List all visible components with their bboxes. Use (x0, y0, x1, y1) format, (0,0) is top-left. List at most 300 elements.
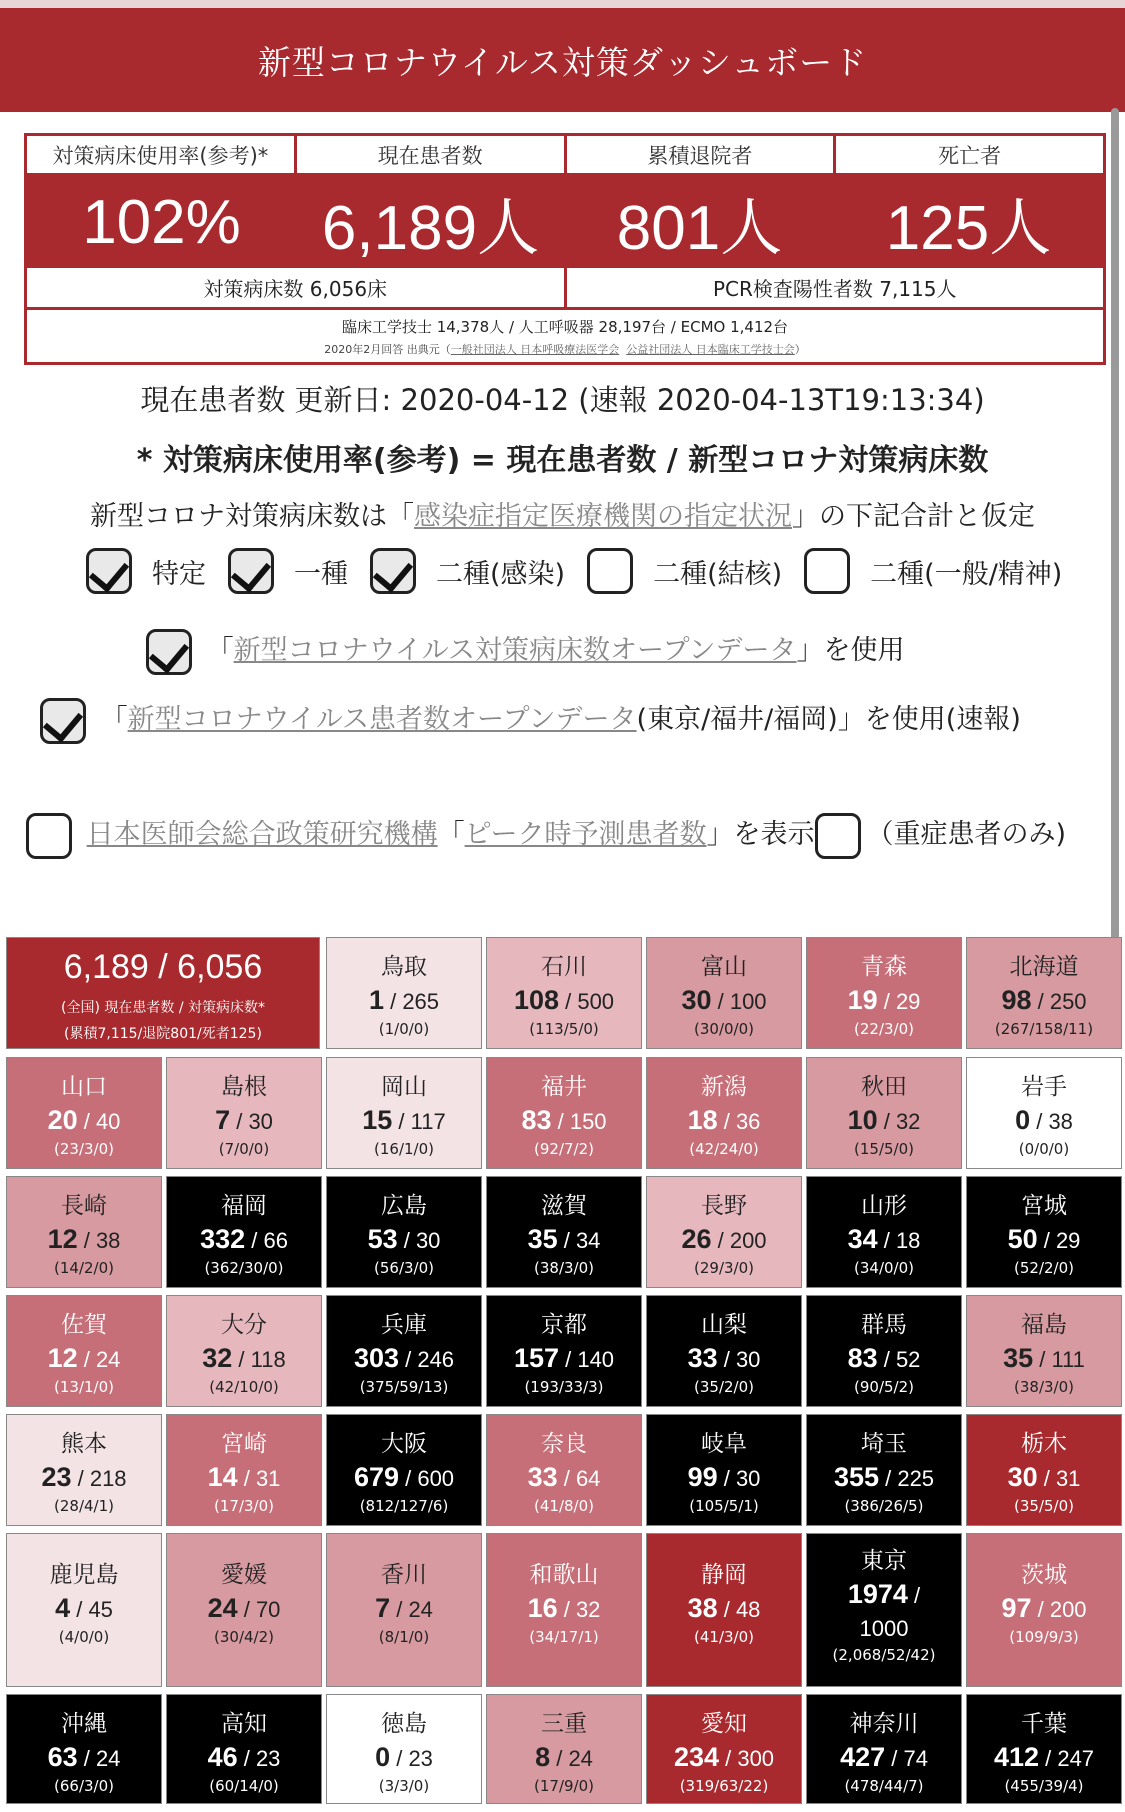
prefecture-cell[interactable] (326, 1694, 482, 1804)
prefecture-patients-beds (327, 1105, 481, 1136)
prefecture-detail: (42/10/0) (209, 1378, 279, 1396)
option-bed-opendata (146, 628, 905, 675)
peak-forecast-link[interactable]: ピーク時予測患者数 (464, 819, 707, 850)
current-patients: 83 (847, 1343, 878, 1373)
bed-count: / 23 (237, 1746, 281, 1771)
prefecture-patients-beds (487, 1742, 641, 1773)
current-patients: 32 (202, 1343, 233, 1373)
prefecture-detail: (812/127/6) (359, 1497, 449, 1515)
equipment-note: 臨床工学技士 14,378人 / 人工呼吸器 28,197台 / ECMO 1,412台 (341, 318, 789, 336)
bed-count: / 18 (877, 1228, 921, 1253)
prefecture-patients-beds (967, 985, 1121, 1016)
prefecture-detail: (16/1/0) (374, 1140, 434, 1158)
prefecture-name: 愛知 (701, 1711, 747, 1737)
prefecture-cell[interactable] (966, 1414, 1122, 1526)
bed-count: / 64 (557, 1466, 601, 1491)
current-patients: 234 (673, 1742, 719, 1772)
prefecture-name: 宮城 (1021, 1193, 1067, 1219)
national-caption: (全国) 現在患者数 / 対策病床数* (61, 1000, 265, 1016)
bed-count: / 31 (237, 1466, 281, 1491)
option-prefix: 「 (100, 704, 128, 735)
pcr-positive: PCR検査陽性者数 7,115人 (712, 277, 957, 301)
jmari-link[interactable]: 日本医師会総合政策研究機構 (86, 819, 438, 850)
prefecture-cell[interactable] (486, 1295, 642, 1407)
bed-count: / 29 (1037, 1228, 1081, 1253)
current-patients: 10 (847, 1105, 878, 1135)
prefecture-detail: (478/44/7) (844, 1777, 924, 1795)
current-patients: 7 (215, 1105, 231, 1135)
current-patients: 46 (207, 1742, 238, 1772)
bed-count: / 500 (559, 989, 615, 1014)
prefecture-patients-beds (487, 985, 641, 1016)
prefecture-cell[interactable] (6, 1176, 162, 1288)
checkbox-bed-opendata[interactable] (146, 629, 192, 675)
checkbox-label: 二種(結核) (653, 558, 783, 590)
prefecture-name: 石川 (541, 954, 587, 980)
prefecture-cell[interactable] (6, 1295, 162, 1407)
checkbox-patient-opendata[interactable] (40, 698, 86, 744)
prefecture-cell[interactable] (166, 1414, 322, 1526)
prefecture-detail: (193/33/3) (524, 1378, 604, 1396)
prefecture-name: 宮崎 (221, 1431, 267, 1457)
prefecture-patients-beds (487, 1462, 641, 1493)
bed-count: / 30 (230, 1109, 273, 1134)
prefecture-name: 岩手 (1021, 1074, 1067, 1100)
prefecture-detail: (362/30/0) (204, 1259, 284, 1277)
prefecture-name: 沖縄 (61, 1711, 107, 1737)
prefecture-cell[interactable] (806, 1533, 962, 1687)
prefecture-patients-beds (7, 1593, 161, 1624)
national-totals: 6,189 / 6,056 (63, 948, 263, 986)
prefecture-patients-beds (167, 1343, 321, 1374)
summary-panel (24, 133, 1106, 365)
option-suffix: 」を表示 (706, 819, 815, 850)
prefecture-patients-beds (967, 1343, 1121, 1374)
bed-count: / 24 (77, 1746, 121, 1771)
bed-count: / 48 (717, 1597, 761, 1622)
current-patients: 98 (1001, 985, 1032, 1015)
prefecture-patients-beds (807, 1579, 961, 1642)
prefecture-cell[interactable] (966, 1295, 1122, 1407)
bed-count: / 200 (711, 1228, 767, 1253)
current-patients: 12 (47, 1343, 78, 1373)
prefecture-detail: (15/5/0) (854, 1140, 914, 1158)
prefecture-name: 青森 (861, 954, 907, 980)
prefecture-cell[interactable] (806, 1414, 962, 1526)
current-patients: 33 (527, 1462, 558, 1492)
option-patient-opendata (40, 696, 1100, 744)
prefecture-cell[interactable] (486, 1057, 642, 1169)
prefecture-name: 鹿児島 (49, 1562, 119, 1588)
prefecture-detail: (17/3/0) (214, 1497, 274, 1515)
prefecture-cell[interactable] (326, 1176, 482, 1288)
current-patients: 30 (1007, 1462, 1038, 1492)
prefecture-name: 茨城 (1021, 1562, 1067, 1588)
prefecture-patients-beds (967, 1593, 1121, 1624)
prefecture-detail: (375/59/13) (359, 1378, 449, 1396)
prefecture-detail: (60/14/0) (209, 1777, 279, 1795)
bed-count: / 52 (877, 1347, 921, 1372)
prefecture-name: 滋賀 (541, 1193, 587, 1219)
prefecture-patients-beds (7, 1462, 161, 1493)
bed-count: / 32 (557, 1597, 601, 1622)
prefecture-cell[interactable] (326, 937, 482, 1049)
current-patients: 26 (681, 1224, 712, 1254)
prefecture-cell[interactable] (166, 1057, 322, 1169)
prefecture-patients-beds (807, 1742, 961, 1773)
prefecture-patients-beds (647, 1105, 801, 1136)
prefecture-cell[interactable] (486, 1176, 642, 1288)
prefecture-patients-beds (967, 1742, 1121, 1773)
prefecture-patients-beds (807, 1343, 961, 1374)
prefecture-cell[interactable] (806, 1694, 962, 1804)
prefecture-cell[interactable] (966, 937, 1122, 1049)
bed-count: / 250 (1031, 989, 1087, 1014)
prefecture-name: 新潟 (701, 1074, 747, 1100)
prefecture-cell[interactable] (326, 1295, 482, 1407)
prefecture-cell[interactable] (6, 1057, 162, 1169)
prefecture-cell[interactable] (166, 1533, 322, 1687)
prefecture-name: 岡山 (381, 1074, 427, 1100)
prefecture-name: 熊本 (61, 1431, 107, 1457)
prefecture-patients-beds (327, 985, 481, 1016)
prefecture-detail: (35/5/0) (1014, 1497, 1074, 1515)
prefecture-patients-beds (327, 1742, 481, 1773)
bed-count: / 31 (1037, 1466, 1081, 1491)
prefecture-name: 北海道 (1009, 954, 1079, 980)
bed-count: / 247 (1039, 1746, 1095, 1771)
prefecture-cell[interactable] (806, 1176, 962, 1288)
prefecture-detail: (56/3/0) (374, 1259, 434, 1277)
option-peak-forecast (26, 811, 1116, 859)
assumption-prefix: 新型コロナ対策病床数は「 (90, 501, 414, 532)
prefecture-cell[interactable] (646, 1176, 802, 1288)
prefecture-name: 山梨 (701, 1312, 747, 1338)
prefecture-name: 徳島 (381, 1711, 427, 1737)
checkbox-nishu-ippan[interactable] (804, 548, 850, 594)
prefecture-cell[interactable] (646, 1533, 802, 1687)
prefecture-name: 兵庫 (381, 1312, 427, 1338)
bed-count: / 24 (77, 1347, 121, 1372)
prefecture-patients-beds (647, 1593, 801, 1624)
prefecture-name: 神奈川 (849, 1711, 919, 1737)
prefecture-patients-beds (487, 1105, 641, 1136)
summary-values (27, 176, 1103, 268)
bed-count: / 45 (70, 1597, 113, 1622)
bed-count: / 30 (397, 1228, 441, 1253)
prefecture-name: 秋田 (861, 1074, 907, 1100)
source-note (27, 337, 1103, 357)
bed-count: / 600 (399, 1466, 455, 1491)
option-suffix: (東京/福井/福岡)」を使用(速報) (636, 704, 1021, 735)
prefecture-cell[interactable] (166, 1176, 322, 1288)
current-patients: 34 (847, 1224, 878, 1254)
prefecture-detail: (29/3/0) (694, 1259, 754, 1277)
prefecture-detail: (319/63/22) (679, 1777, 769, 1795)
prefecture-name: 京都 (541, 1312, 587, 1338)
prefecture-patients-beds (327, 1462, 481, 1493)
bed-count: / (907, 1583, 921, 1608)
prefecture-cell[interactable] (806, 937, 962, 1049)
prefecture-detail: (0/0/0) (1018, 1140, 1070, 1158)
prefecture-detail: (23/3/0) (54, 1140, 114, 1158)
current-patients: 18 (687, 1105, 718, 1135)
bed-count: / 300 (719, 1746, 775, 1771)
prefecture-cell[interactable] (326, 1057, 482, 1169)
prefecture-cell[interactable] (166, 1295, 322, 1407)
current-patients: 33 (687, 1343, 718, 1373)
checkbox-label: 特定 (152, 558, 206, 590)
source-link-respiratory[interactable]: 一般社団法人 日本呼吸療法医学会 (450, 343, 620, 356)
prefecture-cell[interactable] (326, 1533, 482, 1687)
bed-count: / 265 (383, 989, 440, 1014)
bed-count: / 100 (711, 989, 767, 1014)
current-patients: 99 (687, 1462, 718, 1492)
prefecture-patients-beds (487, 1343, 641, 1374)
prefecture-patients-beds (167, 1462, 321, 1493)
checkbox-severe-only[interactable] (815, 813, 861, 859)
prefecture-detail: (92/7/2) (534, 1140, 594, 1158)
prefecture-name: 福井 (541, 1074, 587, 1100)
bed-count: / 36 (717, 1109, 761, 1134)
prefecture-patients-beds (647, 1343, 801, 1374)
current-patients: 15 (362, 1105, 393, 1135)
prefecture-patients-beds (7, 1105, 161, 1136)
bed-count: / 34 (557, 1228, 601, 1253)
bed-count: / 38 (77, 1228, 121, 1253)
option-prefix: 「 (206, 635, 234, 666)
prefecture-name: 千葉 (1021, 1711, 1067, 1737)
prefecture-detail: (8/1/0) (378, 1628, 430, 1646)
current-patients: 0 (375, 1742, 391, 1772)
prefecture-patients-beds (327, 1224, 481, 1255)
prefecture-detail: (30/0/0) (694, 1020, 754, 1038)
prefecture-detail: (34/0/0) (854, 1259, 914, 1277)
checkbox-label: 二種(一般/精神) (870, 558, 1063, 590)
national-cumulative: (累積7,115/退院801/死者125) (64, 1026, 262, 1042)
prefecture-cell[interactable] (486, 1414, 642, 1526)
prefecture-detail: (386/26/5) (844, 1497, 924, 1515)
prefecture-cell[interactable] (646, 937, 802, 1049)
page-title: 新型コロナウイルス対策ダッシュボード (257, 42, 868, 82)
current-patients: 16 (527, 1593, 558, 1623)
prefecture-cell[interactable] (486, 1533, 642, 1687)
prefecture-name: 大阪 (381, 1431, 427, 1457)
current-patients: 303 (353, 1343, 399, 1373)
prefecture-name: 群馬 (861, 1312, 907, 1338)
bed-count: / 200 (1031, 1597, 1087, 1622)
prefecture-name: 広島 (381, 1193, 427, 1219)
prefecture-cell[interactable] (326, 1414, 482, 1526)
value-current-patients: 6,189人 (321, 193, 540, 263)
bed-count: / 118 (232, 1347, 286, 1372)
prefecture-name: 長崎 (61, 1193, 107, 1219)
prefecture-detail: (52/2/0) (1014, 1259, 1074, 1277)
prefecture-detail: (13/1/0) (54, 1378, 114, 1396)
prefecture-cell[interactable] (646, 1414, 802, 1526)
prefecture-name: 奈良 (541, 1431, 587, 1457)
updated-line: 現在患者数 更新日: 2020-04-12 (速報 2020-04-13T19:13:34) (140, 383, 985, 417)
prefecture-detail: (41/8/0) (534, 1497, 594, 1515)
current-patients: 97 (1001, 1593, 1032, 1623)
prefecture-name: 富山 (701, 954, 747, 980)
bed-count: / 74 (885, 1746, 928, 1771)
prefecture-cell[interactable] (806, 1295, 962, 1407)
current-patients: 63 (47, 1742, 78, 1772)
bed-count: / 246 (399, 1347, 455, 1372)
page-header (0, 8, 1125, 112)
prefecture-cell[interactable] (646, 1694, 802, 1804)
current-patients: 0 (1015, 1105, 1031, 1135)
current-patients: 12 (47, 1224, 78, 1254)
current-patients: 50 (1007, 1224, 1038, 1254)
prefecture-name: 静岡 (701, 1562, 747, 1588)
prefecture-patients-beds (167, 1105, 321, 1136)
current-patients: 35 (1003, 1343, 1034, 1373)
prefecture-patients-beds (807, 985, 961, 1016)
bed-count: / 111 (1033, 1347, 1085, 1372)
prefecture-name: 香川 (381, 1562, 427, 1588)
prefecture-cell[interactable] (486, 1694, 642, 1804)
prefecture-name: 埼玉 (861, 1431, 907, 1457)
checkbox-nishu-kansen[interactable] (370, 548, 416, 594)
prefecture-patients-beds (807, 1462, 961, 1493)
summary-sub (27, 268, 1103, 310)
current-patients: 679 (353, 1462, 399, 1492)
prefecture-patients-beds (647, 985, 801, 1016)
prefecture-cell[interactable] (166, 1694, 322, 1804)
label-deaths: 死亡者 (938, 143, 1002, 168)
prefecture-cell[interactable] (646, 1057, 802, 1169)
prefecture-detail: (90/5/2) (854, 1378, 914, 1396)
checkbox-tokutei[interactable] (86, 548, 132, 594)
bed-count: / 32 (877, 1109, 921, 1134)
current-patients: 8 (535, 1742, 551, 1772)
prefecture-name: 山形 (861, 1193, 907, 1219)
prefecture-cell[interactable] (6, 1694, 162, 1804)
current-patients: 19 (847, 985, 878, 1015)
prefecture-cell[interactable] (966, 1057, 1122, 1169)
prefecture-patients-beds (647, 1224, 801, 1255)
current-patients: 157 (513, 1343, 559, 1373)
prefecture-name: 鳥取 (381, 954, 427, 980)
current-patients: 24 (207, 1593, 238, 1623)
source-suffix: ） (794, 343, 806, 356)
current-patients: 14 (207, 1462, 238, 1492)
current-patients: 412 (993, 1742, 1039, 1772)
prefecture-cell[interactable] (6, 1533, 162, 1687)
checkbox-nishu-kekkaku[interactable] (587, 548, 633, 594)
prefecture-patients-beds (967, 1105, 1121, 1136)
prefecture-detail: (14/2/0) (54, 1259, 114, 1277)
checkbox-peak-forecast[interactable] (26, 813, 72, 859)
prefecture-patients-beds (807, 1105, 961, 1136)
current-patients: 355 (833, 1462, 879, 1492)
source-link-clinical-engineer[interactable]: 公益社団法人 日本臨床工学技士会 (626, 343, 795, 356)
top-strip (0, 0, 1125, 8)
prefecture-detail: (28/4/1) (54, 1497, 114, 1515)
bed-count: / 218 (71, 1466, 127, 1491)
prefecture-cell[interactable] (806, 1057, 962, 1169)
prefecture-name: 長野 (701, 1193, 747, 1219)
bed-count: / 117 (392, 1109, 446, 1134)
source-prefix: 2020年2月回答 出典元（ (324, 343, 451, 356)
assumption-line (0, 494, 1125, 533)
bed-count: / 40 (77, 1109, 121, 1134)
prefecture-detail: (267/158/11) (994, 1020, 1094, 1038)
current-patients: 1 (368, 985, 384, 1015)
patient-opendata-link[interactable]: 新型コロナウイルス患者数オープンデータ (127, 704, 637, 735)
formula-line: * 対策病床使用率(参考) = 現在患者数 / 新型コロナ対策病床数 (136, 443, 989, 478)
option-mid: 「 (437, 819, 465, 850)
prefecture-patients-beds (7, 1343, 161, 1374)
prefecture-name: 栃木 (1021, 1431, 1067, 1457)
value-discharged: 801人 (616, 193, 783, 263)
prefecture-patients-beds (807, 1224, 961, 1255)
bed-count: / 29 (877, 989, 921, 1014)
bed-count: / 140 (559, 1347, 615, 1372)
bed-count: / 150 (551, 1109, 607, 1134)
current-patients: 23 (41, 1462, 72, 1492)
current-patients: 38 (687, 1593, 718, 1623)
prefecture-patients-beds (967, 1462, 1121, 1493)
prefecture-cell[interactable] (646, 1295, 802, 1407)
bed-opendata-link[interactable]: 新型コロナウイルス対策病床数オープンデータ (233, 635, 797, 666)
prefecture-cell[interactable] (486, 937, 642, 1049)
prefecture-detail: (1/0/0) (378, 1020, 430, 1038)
prefecture-name: 三重 (541, 1711, 587, 1737)
prefecture-name: 山口 (61, 1074, 107, 1100)
prefecture-detail: (34/17/1) (529, 1628, 599, 1646)
prefecture-name: 和歌山 (529, 1562, 599, 1588)
prefecture-patients-beds (487, 1224, 641, 1255)
bed-count: / 70 (237, 1597, 281, 1622)
checkbox-isshu[interactable] (228, 548, 274, 594)
national-cell[interactable] (6, 937, 320, 1049)
severe-only-label: （重症患者のみ) (866, 819, 1067, 850)
prefecture-patients-beds (327, 1593, 481, 1624)
prefecture-cell[interactable] (966, 1176, 1122, 1288)
prefecture-cell[interactable] (966, 1533, 1122, 1687)
prefecture-detail: (113/5/0) (529, 1020, 599, 1038)
prefecture-name: 岐阜 (701, 1431, 747, 1457)
current-patients: 1974 (847, 1579, 908, 1609)
current-patients: 4 (55, 1593, 71, 1623)
designation-status-link[interactable]: 感染症指定医療機関の指定状況 (414, 501, 792, 532)
prefecture-detail: (30/4/2) (214, 1628, 274, 1646)
current-patients: 83 (521, 1105, 552, 1135)
prefecture-patients-beds (647, 1742, 801, 1773)
prefecture-detail: (22/3/0) (854, 1020, 914, 1038)
current-patients: 108 (513, 985, 559, 1015)
bed-count: / 38 (1030, 1109, 1073, 1134)
prefecture-patients-beds (7, 1224, 161, 1255)
prefecture-cell[interactable] (966, 1694, 1122, 1804)
current-patients: 35 (527, 1224, 558, 1254)
prefecture-detail: (17/9/0) (534, 1777, 594, 1795)
prefecture-patients-beds (167, 1742, 321, 1773)
prefecture-detail: (35/2/0) (694, 1378, 754, 1396)
value-deaths: 125人 (885, 193, 1052, 263)
prefecture-cell[interactable] (6, 1414, 162, 1526)
prefecture-patients-beds (487, 1593, 641, 1624)
label-bed-usage: 対策病床使用率(参考)* (27, 136, 297, 173)
prefecture-detail: (66/3/0) (54, 1777, 114, 1795)
prefecture-patients-beds (7, 1742, 161, 1773)
prefecture-detail: (38/3/0) (1014, 1378, 1074, 1396)
bed-count: / 24 (390, 1597, 433, 1622)
checkbox-label: 二種(感染) (436, 558, 566, 590)
